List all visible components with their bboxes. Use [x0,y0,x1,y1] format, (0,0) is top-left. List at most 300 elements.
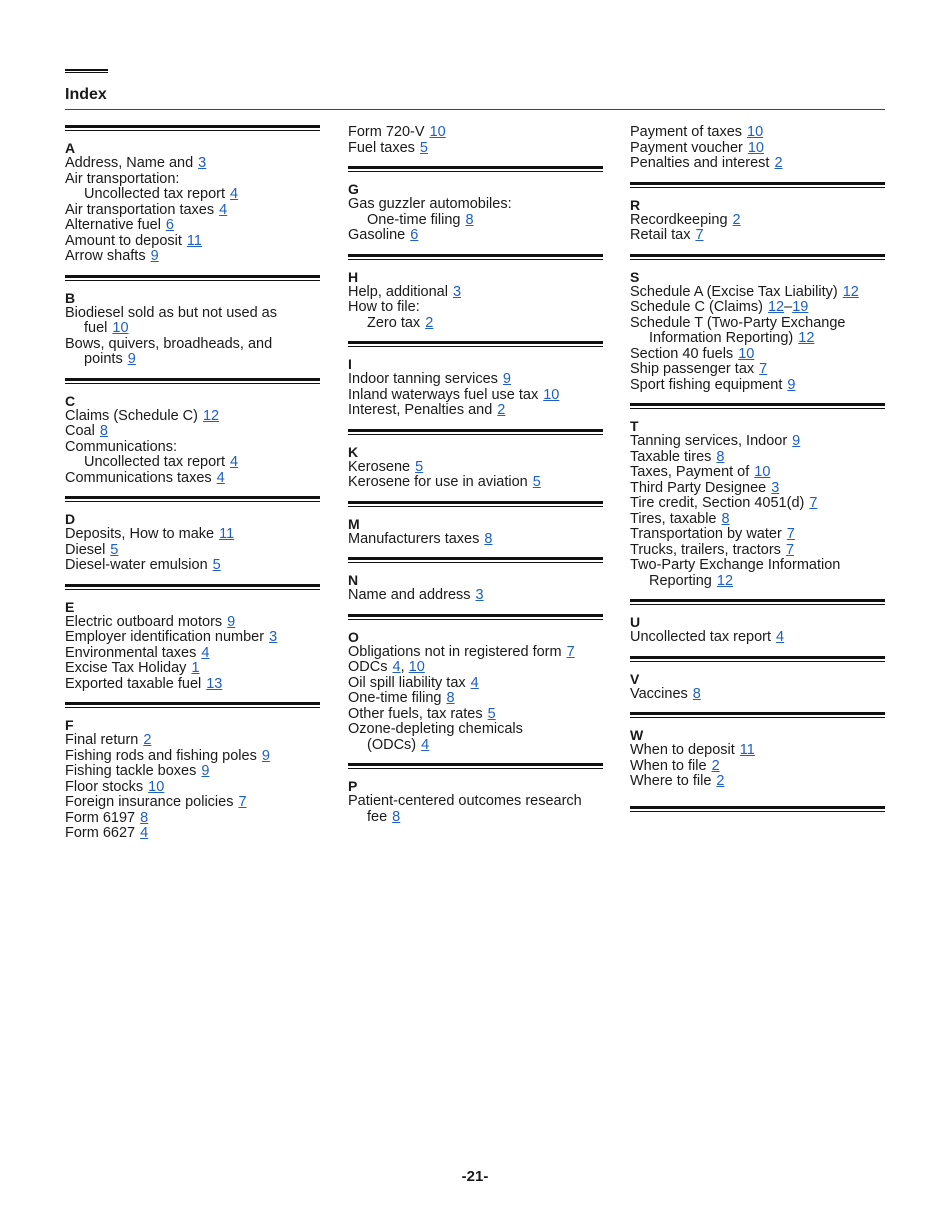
entry-text: Penalties and interest [630,155,770,171]
section-divider [348,614,603,620]
index-entry [630,331,885,347]
entry-text: Form 6627 [65,825,136,841]
entry-text: Zero tax [367,314,421,331]
page-link[interactable]: 8 [716,448,725,465]
page-number: -21- [461,1168,489,1185]
index-entry [630,378,885,394]
index-entry [65,203,320,219]
page-link[interactable]: 8 [392,808,401,825]
index-entry [630,743,885,759]
section-divider [630,599,885,605]
entry-text: Ozone-depleting chemicals [348,721,523,737]
index-entry [630,512,885,528]
page-link[interactable]: 10 [429,124,446,140]
index-entry [630,465,885,481]
index-entry [65,187,320,203]
entry-text: Excise Tax Holiday [65,660,187,676]
index-entry [65,733,320,749]
index-entry [630,141,885,157]
entry-text: ODCs [348,659,388,675]
entry-text: fee [367,808,388,825]
index-entry [65,826,320,842]
index-entry [65,424,320,440]
entry-text: When to file [630,757,707,774]
entry-text: Information Reporting) [649,330,794,346]
entry-text: Floor stocks [65,778,144,795]
page-link[interactable]: 11 [219,526,235,542]
index-column-2 [348,125,603,835]
page-link[interactable]: 12 [767,299,785,315]
page-link[interactable]: 10 [112,320,129,336]
index-section-i [348,341,603,419]
index-section-c [65,378,320,487]
section-letter: O [348,628,359,645]
index-entry [630,347,885,363]
section-letter: N [348,572,359,588]
index-entry [630,496,885,512]
section-divider [65,702,320,708]
page-link[interactable]: 12 [798,330,815,346]
page-link[interactable]: 6 [165,217,174,233]
index-section-s [630,254,885,394]
page-link[interactable]: 3 [475,587,484,603]
entry-text: Indoor tanning services [348,371,498,387]
section-letter: P [348,778,358,794]
section-divider [65,125,320,131]
index-entry [348,125,603,141]
page-link[interactable]: 9 [127,351,136,367]
entry-text: One-time filing [367,211,461,228]
page-link[interactable]: 4 [201,644,210,661]
section-letter: A [65,140,76,156]
section-divider [630,806,885,812]
page-link[interactable]: 7 [785,541,795,558]
index-entry [65,749,320,765]
index-entry [65,558,320,574]
title-underline [65,109,885,110]
page-link[interactable]: 13 [206,675,223,692]
index-entry [348,213,603,229]
entry-text: Ship passenger tax [630,361,755,377]
section-letter: U [630,614,641,630]
section-letter: C [65,392,76,409]
index-entry [348,794,603,810]
entry-text: Tires, taxable [630,510,717,527]
section-letter: H [348,268,359,285]
entry-text: Uncollected tax report [84,454,226,470]
entry-text: Sport fishing equipment [630,376,783,393]
page-link[interactable]: 9 [261,747,270,764]
index-entry [630,543,885,559]
page-link[interactable]: 2 [711,757,720,774]
index-section-continued [348,125,603,156]
page-link[interactable]: 8 [721,510,730,527]
entry-text: Gasoline [348,227,406,243]
entry-text: Final return [65,732,139,748]
entry-text: points [84,351,123,367]
index-section-d [65,496,320,574]
index-entry [65,218,320,234]
entry-text: When to deposit [630,742,735,758]
index-entry [630,558,885,574]
entry-text: Tire credit, Section 4051(d) [630,495,805,511]
index-entry [630,687,885,703]
page-separator: – [784,299,793,315]
section-letter: M [348,515,360,532]
page-link[interactable]: 7 [566,643,575,660]
index-section-g [348,166,603,244]
index-entry [348,372,603,388]
entry-text: Tanning services, Indoor [630,433,788,449]
page-link[interactable]: 5 [419,139,428,156]
entry-text: Recordkeeping [630,211,728,228]
index-entry [65,337,320,353]
index-entry [348,388,603,404]
index-section-e [65,584,320,693]
index-entry [348,285,603,301]
entry-text: Section 40 fuels [630,345,734,362]
index-entry [348,460,603,476]
page-link[interactable]: 19 [792,299,809,315]
section-divider [348,557,603,563]
entry-text: Schedule A (Excise Tax Liability) [630,283,838,300]
index-entry [348,403,603,419]
page-link[interactable]: 5 [110,541,119,558]
index-entry [65,630,320,646]
index-entry [630,316,885,332]
index-entry [348,300,603,316]
entry-text: Third Party Designee [630,479,767,496]
section-divider [630,254,885,260]
entry-text: Fishing rods and fishing poles [65,747,257,764]
section-divider [348,341,603,347]
page-link[interactable]: 10 [754,464,771,480]
entry-text: Patient-centered outcomes research [348,793,582,809]
page-link[interactable]: 3 [771,479,780,496]
index-entry [348,660,603,676]
index-entry [630,156,885,172]
section-letter: F [65,717,74,733]
page-link[interactable]: 2 [716,773,725,789]
page-link[interactable]: 8 [465,211,474,228]
index-section-m [348,501,603,548]
index-entry [630,450,885,466]
page-title: Index [65,86,107,103]
index-section-w [630,712,885,812]
entry-text: One-time filing [348,690,442,706]
index-entry [65,234,320,250]
page-link[interactable]: 11 [186,232,202,249]
page-link[interactable]: 7 [238,794,247,810]
index-section-h [348,254,603,332]
index-section-n [348,557,603,604]
index-entry [65,646,320,662]
section-divider [348,501,603,507]
index-section-u [630,599,885,646]
index-entry [348,738,603,754]
entry-text: Uncollected tax report [630,629,772,645]
page-link[interactable]: 12 [202,407,220,424]
index-entry [348,197,603,213]
index-section-k [348,429,603,491]
index-column-1 [65,125,320,852]
index-section-o [348,614,603,754]
section-divider [348,429,603,435]
index-entry [348,475,603,491]
page-link[interactable]: 9 [787,376,796,393]
index-entry [65,321,320,337]
section-letter: K [348,443,359,460]
entry-text: Biodiesel sold as but not used as [65,304,277,321]
entry-text: Gas guzzler automobiles: [348,196,512,212]
index-entry [348,316,603,332]
page-link[interactable]: 2 [774,155,783,171]
page-link[interactable]: 8 [692,685,701,702]
page-link[interactable]: 3 [198,155,207,171]
page-link[interactable]: 4 [421,736,430,753]
page-link[interactable]: 8 [484,530,493,547]
page-link[interactable]: 9 [792,433,801,449]
index-entry [348,228,603,244]
entry-text: Fuel taxes [348,139,415,156]
entry-text: Amount to deposit [65,232,182,249]
index-entry [630,362,885,378]
entry-text: Alternative fuel [65,217,161,233]
index-section-continued [630,125,885,172]
entry-text: Transportation by water [630,526,782,542]
entry-text: Taxable tires [630,448,712,465]
entry-text: Kerosene [348,458,411,475]
section-divider [65,275,320,281]
entry-text: Vaccines [630,685,688,702]
index-entry [65,172,320,188]
index-entry [348,707,603,723]
entry-text: Claims (Schedule C) [65,407,198,424]
page-link[interactable]: 4 [140,825,149,841]
entry-text: Exported taxable fuel [65,675,202,692]
page-link[interactable]: 10 [148,778,165,795]
entry-text: Uncollected tax report [84,186,226,202]
index-entry [630,527,885,543]
index-entry [65,764,320,780]
entry-text: Coal [65,423,95,439]
entry-text: (ODCs) [367,736,417,753]
page-link[interactable]: 2 [425,314,434,331]
index-entry [348,691,603,707]
page-link[interactable]: 7 [786,526,795,542]
entry-text: Communications: [65,438,178,455]
entry-text: Diesel [65,541,106,558]
entry-text: Form 6197 [65,809,136,826]
index-section-r [630,182,885,244]
page-link[interactable]: 6 [410,227,419,243]
page-link[interactable]: 9 [502,371,511,387]
page-link[interactable]: 4 [776,629,785,645]
page-link[interactable]: 9 [227,613,236,630]
index-entry [348,588,603,604]
page-link[interactable]: 8 [99,423,108,439]
index-entry [630,228,885,244]
page-link[interactable]: 10 [738,345,755,362]
section-divider [65,378,320,384]
page-link[interactable]: 7 [809,495,818,511]
section-letter: V [630,670,640,687]
entry-text: Other fuels, tax rates [348,705,483,722]
section-letter: I [348,356,352,372]
entry-text: Fishing tackle boxes [65,763,197,779]
page-link[interactable]: 8 [140,809,149,826]
entry-text: Environmental taxes [65,644,197,661]
page-link[interactable]: 9 [150,248,159,264]
entry-text: Employer identification number [65,629,265,645]
page-link[interactable]: 4 [230,186,239,202]
page-separator: , [400,659,409,675]
section-divider [630,403,885,409]
index-section-f [65,702,320,842]
page-link[interactable]: 11 [739,742,755,758]
entry-text: Help, additional [348,283,448,300]
entry-text: Electric outboard motors [65,613,223,630]
index-entry [65,527,320,543]
entry-text: Payment voucher [630,139,743,156]
page-link[interactable]: 10 [747,139,764,156]
index-entry [630,300,885,316]
index-entry [630,213,885,229]
entry-text: Payment of taxes [630,124,743,140]
index-section-b [65,275,320,368]
section-divider [630,182,885,188]
index-entry [65,677,320,693]
entry-text: Obligations not in registered form [348,643,562,660]
index-entry [65,352,320,368]
entry-text: Schedule C (Claims) [630,299,763,315]
page-link[interactable]: 10 [747,124,764,140]
entry-text: Form 720-V [348,124,425,140]
index-entry [65,409,320,425]
index-entry [630,285,885,301]
page-link[interactable]: 7 [759,361,768,377]
page-link[interactable]: 10 [543,386,560,403]
index-entry [65,471,320,487]
section-divider [65,584,320,590]
page-link[interactable]: 3 [452,283,462,300]
section-letter: D [65,511,76,527]
section-divider [348,763,603,769]
section-letter: G [348,181,359,197]
page-link[interactable]: 3 [269,629,278,645]
entry-text: Air transportation: [65,170,180,187]
index-entry [65,811,320,827]
index-entry [630,574,885,590]
page-link[interactable]: 5 [487,705,496,722]
section-divider [630,712,885,718]
page-link[interactable]: 2 [143,732,152,748]
index-entry [630,125,885,141]
page-link[interactable]: 2 [497,402,506,418]
page-link[interactable]: 9 [201,763,210,779]
page-link[interactable]: 4 [230,454,239,470]
entry-text: Bows, quivers, broadheads, and [65,335,273,352]
section-divider [348,254,603,260]
page-link[interactable]: 4 [219,201,228,218]
section-divider [348,166,603,172]
index-entry [65,440,320,456]
entry-text: Manufacturers taxes [348,530,480,547]
entry-text: Two-Party Exchange Information [630,557,841,573]
page-link[interactable]: 5 [212,557,221,573]
index-entry [65,455,320,471]
page-link[interactable]: 5 [532,474,541,490]
index-entry [630,434,885,450]
index-entry [630,774,885,790]
page-link[interactable]: 10 [408,659,425,675]
index-section-p [348,763,603,825]
entry-text: Where to file [630,773,712,789]
entry-text: Name and address [348,587,471,603]
section-divider [65,496,320,502]
entry-text: fuel [84,320,108,336]
page-link[interactable]: 12 [842,283,859,300]
index-entry [348,722,603,738]
index-entry [65,780,320,796]
index-entry [348,676,603,692]
index-entry [348,810,603,826]
index-entry [630,630,885,646]
index-section-a [65,125,320,265]
index-entry [65,615,320,631]
section-letter: S [630,268,640,285]
index-entry [630,759,885,775]
entry-text: Arrow shafts [65,248,146,264]
index-entry [348,141,603,157]
section-divider [630,656,885,662]
page-link[interactable]: 4 [216,469,225,486]
page-link[interactable]: 4 [392,659,401,675]
section-letter: B [65,289,76,306]
index-section-v [630,656,885,703]
index-entry [348,532,603,548]
top-decorative-rule [65,69,108,73]
page-link[interactable]: 7 [695,227,704,243]
entry-text: Communications taxes [65,469,212,486]
index-entry [65,543,320,559]
index-entry [348,645,603,661]
entry-text: Air transportation taxes [65,201,215,218]
page-link[interactable]: 12 [716,572,734,589]
page-link[interactable]: 2 [732,211,741,228]
entry-text: Address, Name and [65,155,194,171]
entry-text: Retail tax [630,227,691,243]
index-column-3 [630,125,885,822]
entry-text: Diesel-water emulsion [65,557,208,573]
entry-text: Oil spill liability tax [348,674,466,691]
page-link[interactable]: 4 [470,674,479,691]
page-link[interactable]: 8 [446,690,455,706]
page-link[interactable]: 1 [191,660,200,676]
entry-text: Taxes, Payment of [630,464,750,480]
page-link[interactable]: 5 [415,458,424,475]
section-letter: W [630,727,644,743]
section-letter: R [630,196,641,213]
index-section-t [630,403,885,589]
entry-text: Reporting [649,572,712,589]
entry-text: Foreign insurance policies [65,794,234,810]
entry-text: Interest, Penalties and [348,402,493,418]
entry-text: Trucks, trailers, tractors [630,541,781,558]
entry-text: Deposits, How to make [65,526,215,542]
entry-text: Inland waterways fuel use tax [348,386,539,403]
entry-text: Kerosene for use in aviation [348,474,528,490]
